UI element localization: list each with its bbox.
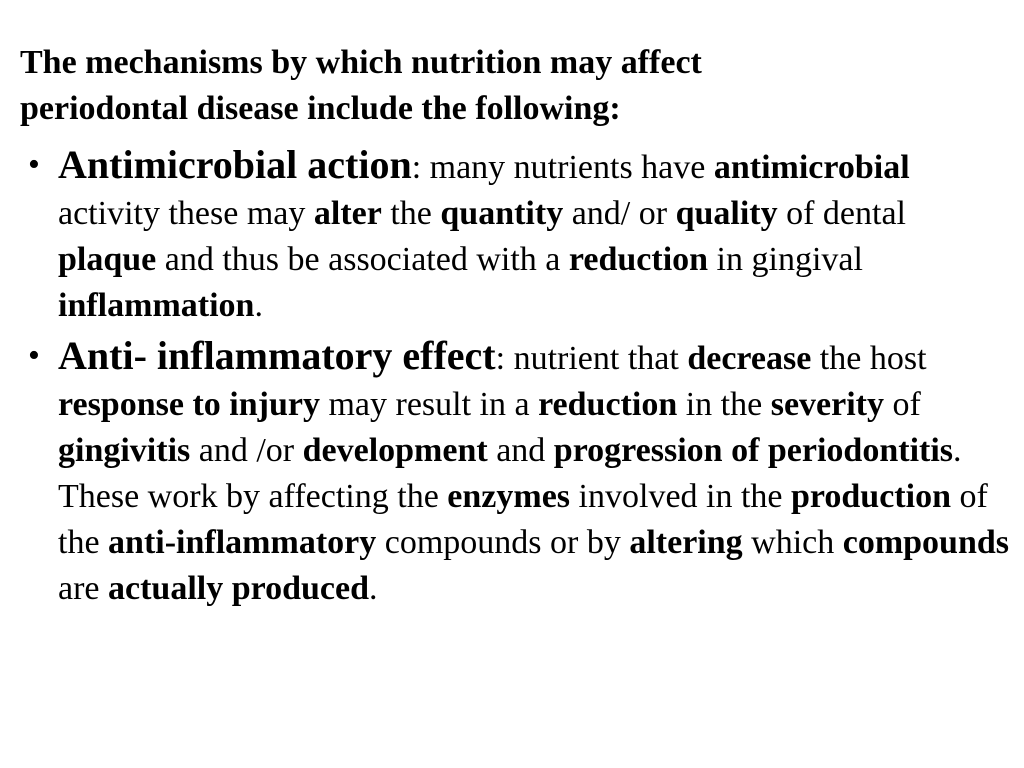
- text-run: plaque: [58, 241, 157, 278]
- text-run: and thus be associated with a: [156, 241, 569, 278]
- text-run: of: [884, 386, 921, 423]
- text-run: enzymes: [447, 478, 571, 515]
- text-run: severity: [770, 386, 884, 423]
- text-run: involved in the: [570, 478, 792, 515]
- text-run: alter: [313, 195, 382, 232]
- text-run: may result in a: [319, 386, 539, 423]
- text-run: and /or: [190, 432, 303, 469]
- text-run: compounds or by: [376, 524, 630, 561]
- text-run: : nutrient that: [495, 340, 688, 377]
- text-run: reduction: [568, 241, 709, 278]
- text-run: gingivitis: [58, 432, 191, 469]
- text-run: .: [254, 287, 263, 324]
- bullet-item-anti-inflammatory: [24, 333, 1009, 612]
- slide-heading: [20, 40, 1010, 132]
- text-run: progression of periodontitis: [553, 432, 954, 469]
- text-run: quality: [675, 195, 778, 232]
- text-run: . These work by affecting the: [58, 432, 962, 515]
- bullet-marker: •: [28, 337, 40, 374]
- bullet-item-antimicrobial: [24, 142, 1009, 329]
- text-run: of the: [58, 478, 988, 561]
- text-run: : many nutrients have: [411, 149, 714, 186]
- text-run: in gingival: [708, 241, 863, 278]
- bullet-term: Antimicrobial action: [58, 142, 412, 187]
- text-run: the host: [811, 340, 927, 377]
- text-run: which: [742, 524, 843, 561]
- text-run: decrease: [687, 340, 812, 377]
- text-run: activity these may: [58, 195, 314, 232]
- bullet-body: [58, 340, 1009, 607]
- text-run: are: [58, 570, 109, 607]
- heading-line-1: The mechanisms by which nutrition may affect: [20, 44, 702, 81]
- text-run: and/ or: [563, 195, 676, 232]
- text-run: response to injury: [58, 386, 320, 423]
- text-run: production: [791, 478, 951, 515]
- text-run: altering: [629, 524, 743, 561]
- bullet-list: [24, 142, 1009, 616]
- text-run: in the: [677, 386, 771, 423]
- text-run: development: [302, 432, 488, 469]
- text-run: antimicrobial: [713, 149, 910, 186]
- text-run: reduction: [538, 386, 678, 423]
- text-run: and: [487, 432, 554, 469]
- text-run: the: [381, 195, 441, 232]
- text-run: of dental: [777, 195, 907, 232]
- heading-line-2: periodontal disease include the following:: [20, 90, 621, 127]
- text-run: compounds: [842, 524, 1010, 561]
- text-run: anti-inflammatory: [108, 524, 377, 561]
- text-run: quantity: [440, 195, 564, 232]
- text-run: actually produced: [108, 570, 370, 607]
- bullet-marker: •: [28, 146, 40, 183]
- text-run: .: [369, 570, 378, 607]
- text-run: inflammation: [58, 287, 255, 324]
- bullet-term: Anti- inflammatory effect: [58, 333, 496, 378]
